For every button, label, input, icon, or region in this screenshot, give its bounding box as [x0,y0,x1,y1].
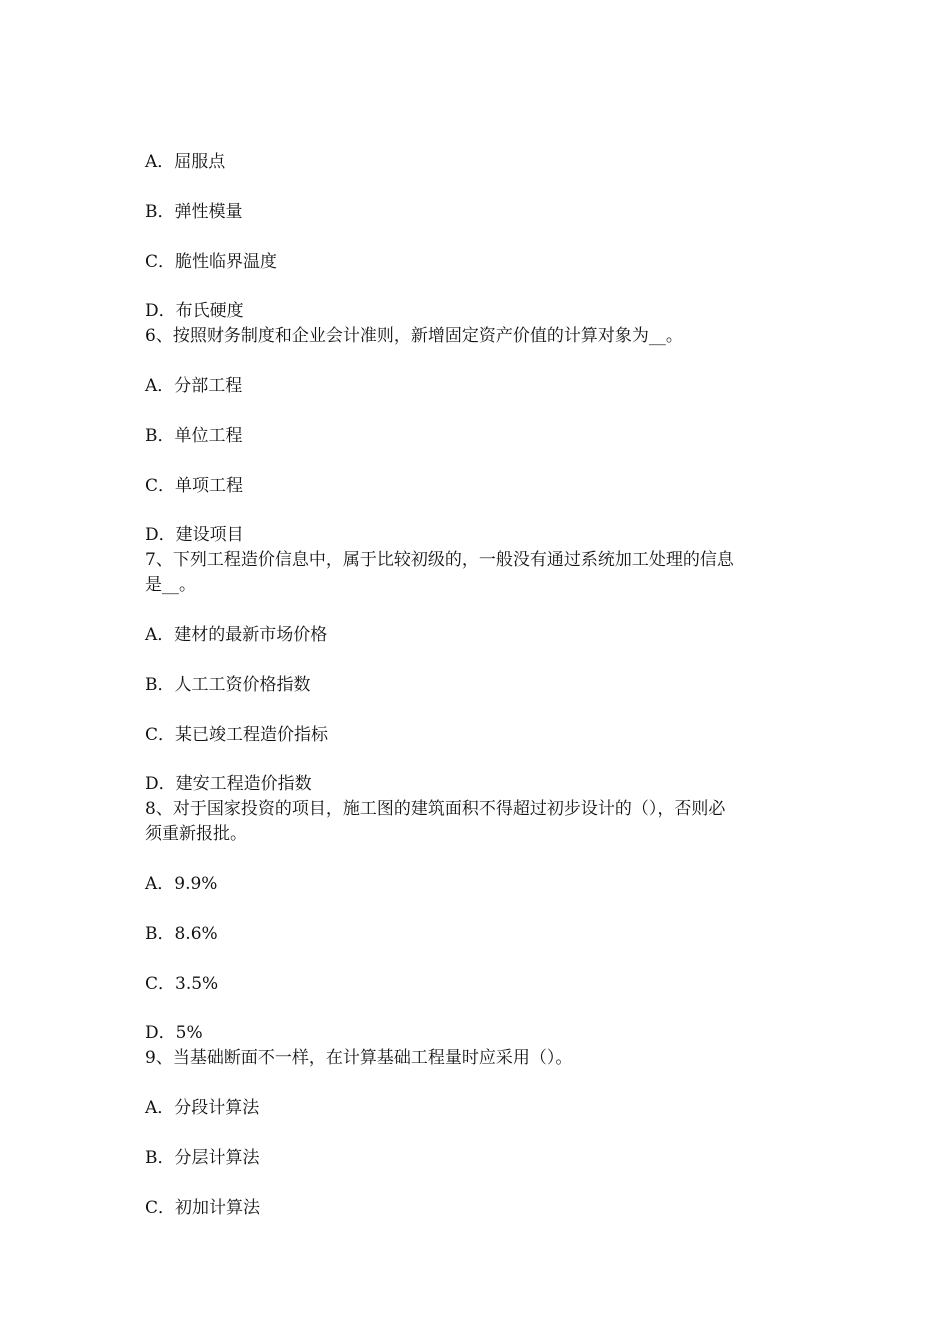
question-7-text-line-1: 7、下列工程造价信息中，属于比较初级的，一般没有通过系统加工处理的信息 [145,550,734,570]
question-6-option-a: A．分部工程 [145,376,243,396]
option-prev-d: D．布氏硬度 [145,301,244,321]
question-8-text-line-1: 8、对于国家投资的项目，施工图的建筑面积不得超过初步设计的（），否则必 [145,799,726,819]
question-9-text: 9、当基础断面不一样，在计算基础工程量时应采用（）。 [145,1048,573,1068]
question-9-option-c: C．初加计算法 [145,1198,261,1218]
question-8-option-c: C．3.5% [145,974,219,994]
question-8-option-d: D．5% [145,1023,203,1043]
question-6-text: 6、按照财务制度和企业会计准则，新增固定资产价值的计算对象为__。 [145,326,683,346]
question-6-option-d: D．建设项目 [145,525,244,545]
question-6-option-b: B．单位工程 [145,426,243,446]
option-prev-c: C．脆性临界温度 [145,252,278,272]
question-8-option-a: A．9.9% [145,874,218,894]
question-7-option-a: A．建材的最新市场价格 [145,625,328,645]
question-7-option-b: B．人工工资价格指数 [145,675,311,695]
question-8-text-line-2: 须重新报批。 [145,824,247,844]
option-prev-b: B．弹性模量 [145,202,243,222]
question-8-option-b: B．8.6% [145,924,218,944]
question-7-text-line-2: 是__。 [145,575,196,595]
option-prev-a: A．屈服点 [145,152,226,172]
question-9-option-b: B．分层计算法 [145,1148,260,1168]
question-7-option-c: C．某已竣工程造价指标 [145,725,329,745]
question-7-option-d: D．建安工程造价指数 [145,774,312,794]
question-9-option-a: A．分段计算法 [145,1098,260,1118]
question-6-option-c: C．单项工程 [145,476,244,496]
